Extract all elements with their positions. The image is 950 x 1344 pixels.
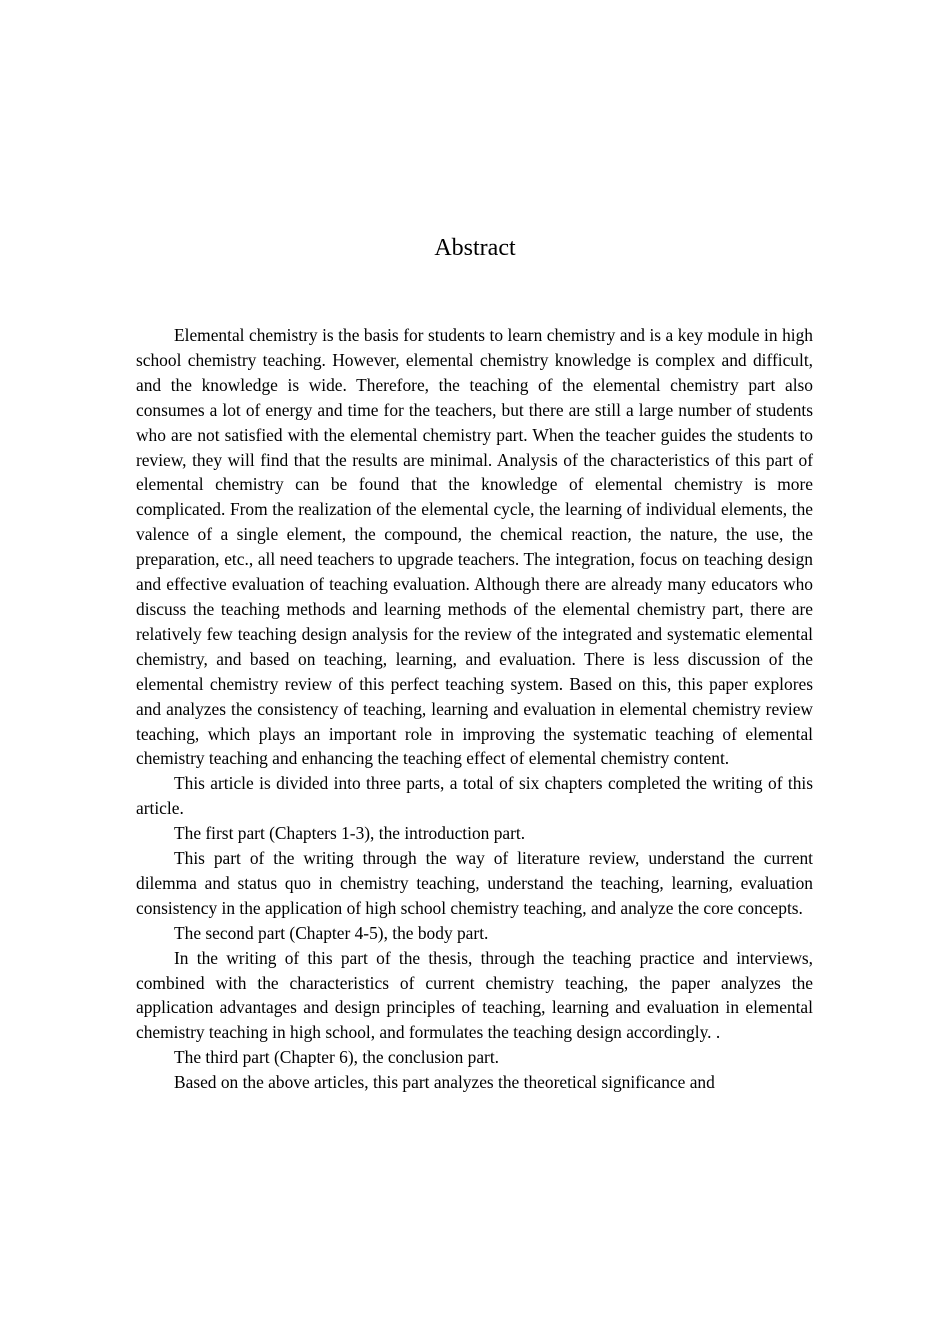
paragraph-second-part-body: In the writing of this part of the thesis, through the teaching practice and interviews, combined with the characteristics of current chemistry teaching, the paper analyzes the application advantages and design principles of teaching, learning and evaluation in elemental chemistry teaching in high school, and formulates the teaching design accordingly. . [136,947,813,1043]
paragraph-first-part-heading: The first part (Chapters 1-3), the introduction part. [174,823,526,844]
abstract-title: Abstract [434,235,516,261]
paragraph-third-part-heading: The third part (Chapter 6), the conclusion part. [174,1047,500,1068]
paragraph-second-part-heading: The second part (Chapter 4-5), the body part. [174,922,489,943]
paragraph-structure: This article is divided into three parts, a total of six chapters completed the writing of this article. [136,773,813,819]
paragraph-first-part-body: This part of the writing through the way of literature review, understand the current dilemma and status quo in chemistry teaching, understand the teaching, learning, evaluation consistency in the application of high school chemistry teaching, and analyze the core concepts. [136,848,813,918]
paragraph-third-part-body: Based on the above articles, this part analyzes the theoretical significance and [174,1072,715,1093]
paragraph-intro: Elemental chemistry is the basis for students to learn chemistry and is a key module in high school chemistry teaching. However, elemental chemistry knowledge is complex and difficult, and the knowledge is wide. Therefore, the teaching of the elemental chemistry part also consumes a lot of energy and time for the teachers, but there are still a large number of students who are not satisfied with the elemental chemistry part. When the teacher guides the students to review, they will find that the results are minimal. Analysis of the characteristics of this part of elemental chemistry can be found that the knowledge of elemental chemistry is more complicated. From the realization of the elemental cycle, the learning of individual elements, the valence of a single element, the compound, the chemical reaction, the nature, the use, the preparation, etc., all need teachers to upgrade teachers. The integration, focus on teaching design and effective evaluation of teaching evaluation. Although there are already many educators who discuss the teaching methods and learning methods of the elemental chemistry part, there are relatively few teaching design analysis for the review of the integrated and systematic elemental chemistry, and based on teaching, learning, and evaluation. There is less discussion of the elemental chemistry review of this perfect teaching system. Based on this, this paper explores and analyzes the consistency of teaching, learning and evaluation in elemental chemistry review teaching, which plays an important role in improving the systematic teaching of elemental chemistry teaching and enhancing the teaching effect of elemental chemistry content. [136,325,813,769]
abstract-body [136,323,813,1095]
